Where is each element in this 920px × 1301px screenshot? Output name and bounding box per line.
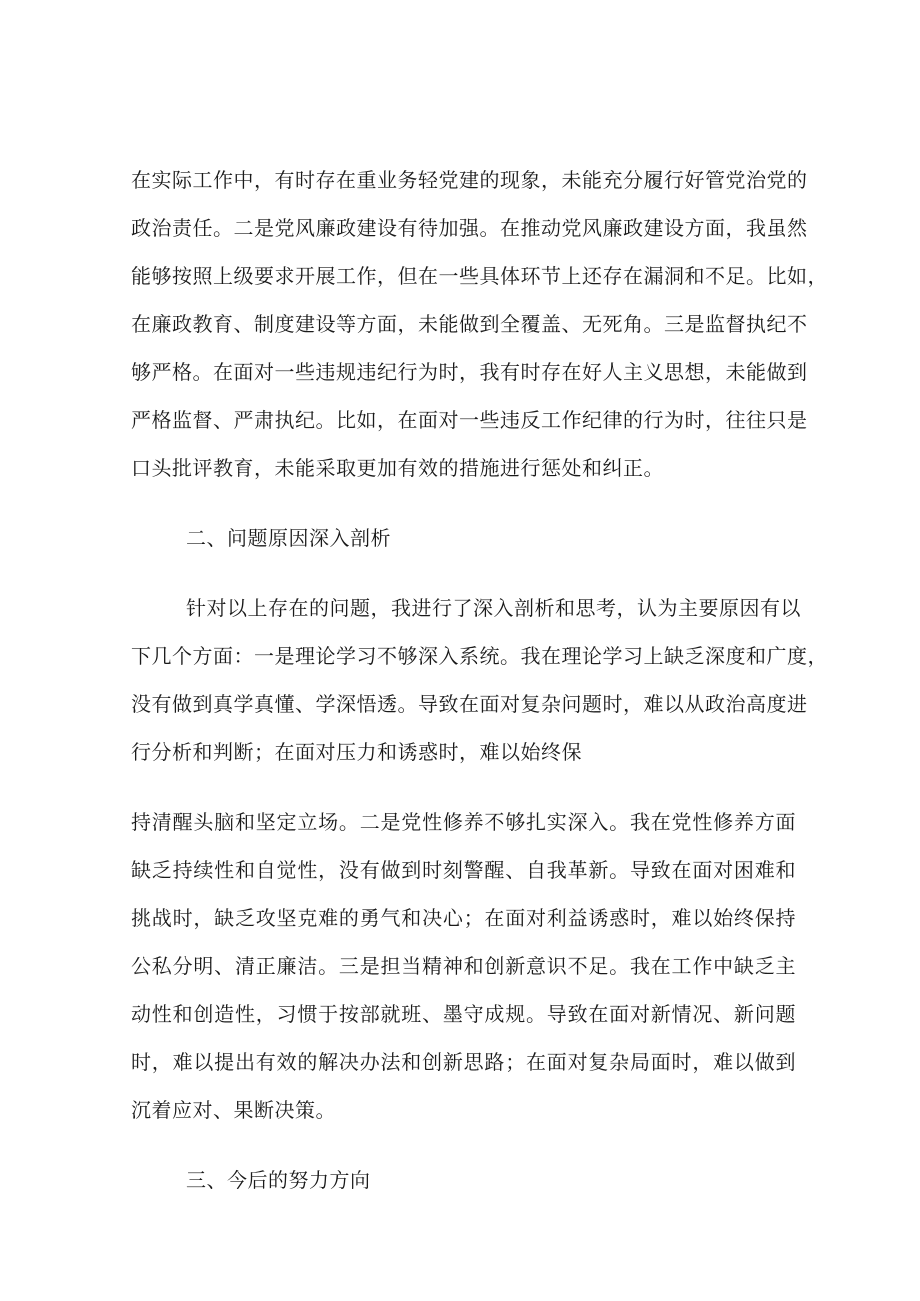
paragraph-3-line-5: 动性和创造性，习惯于按部就班、墨守成规。导致在面对新情况、新问题 [131, 1002, 796, 1026]
paragraph-1-line-6: 严格监督、严肃执纪。比如，在面对一些违反工作纪律的行为时，往往只是 [131, 408, 808, 432]
paragraph-3-line-3: 挑战时，缺乏攻坚克难的勇气和决心；在面对利益诱惑时，难以始终保持 [131, 906, 796, 930]
paragraph-2-line-1: 针对以上存在的问题，我进行了深入剖析和思考，认为主要原因有以 [186, 596, 801, 620]
paragraph-3-line-1: 持清醒头脑和坚定立场。二是党性修养不够扎实深入。我在党性修养方面 [131, 810, 796, 834]
paragraph-2-line-2: 下几个方面：一是理论学习不够深入系统。我在理论学习上缺乏深度和广度， [131, 644, 828, 668]
paragraph-3-line-4: 公私分明、清正廉洁。三是担当精神和创新意识不足。我在工作中缺乏主 [131, 954, 796, 978]
paragraph-1-line-1: 在实际工作中，有时存在重业务轻党建的现象，未能充分履行好管党治党的 [131, 168, 808, 192]
paragraph-1-line-3: 能够按照上级要求开展工作，但在一些具体环节上还存在漏洞和不足。比如， [131, 264, 828, 288]
paragraph-2-line-4: 行分析和判断；在面对压力和诱惑时，难以始终保 [131, 740, 582, 764]
paragraph-2-line-3: 没有做到真学真懂、学深悟透。导致在面对复杂问题时，难以从政治高度进 [131, 692, 808, 716]
paragraph-3-line-6: 时，难以提出有效的解决办法和创新思路；在面对复杂局面时，难以做到 [131, 1050, 796, 1074]
section-heading-2: 二、问题原因深入剖析 [186, 526, 391, 550]
paragraph-1-line-7: 口头批评教育，未能采取更加有效的措施进行惩处和纠正。 [131, 456, 664, 480]
paragraph-3-line-2: 缺乏持续性和自觉性，没有做到时刻警醒、自我革新。导致在面对困难和 [131, 858, 796, 882]
paragraph-1-line-2: 政治责任。二是党风廉政建设有待加强。在推动党风廉政建设方面，我虽然 [131, 216, 808, 240]
paragraph-3-line-7: 沉着应对、果断决策。 [131, 1098, 336, 1122]
paragraph-1-line-5: 够严格。在面对一些违规违纪行为时，我有时存在好人主义思想，未能做到 [131, 360, 808, 384]
section-heading-3: 三、今后的努力方向 [186, 1168, 371, 1192]
paragraph-1-line-4: 在廉政教育、制度建设等方面，未能做到全覆盖、无死角。三是监督执纪不 [131, 312, 808, 336]
